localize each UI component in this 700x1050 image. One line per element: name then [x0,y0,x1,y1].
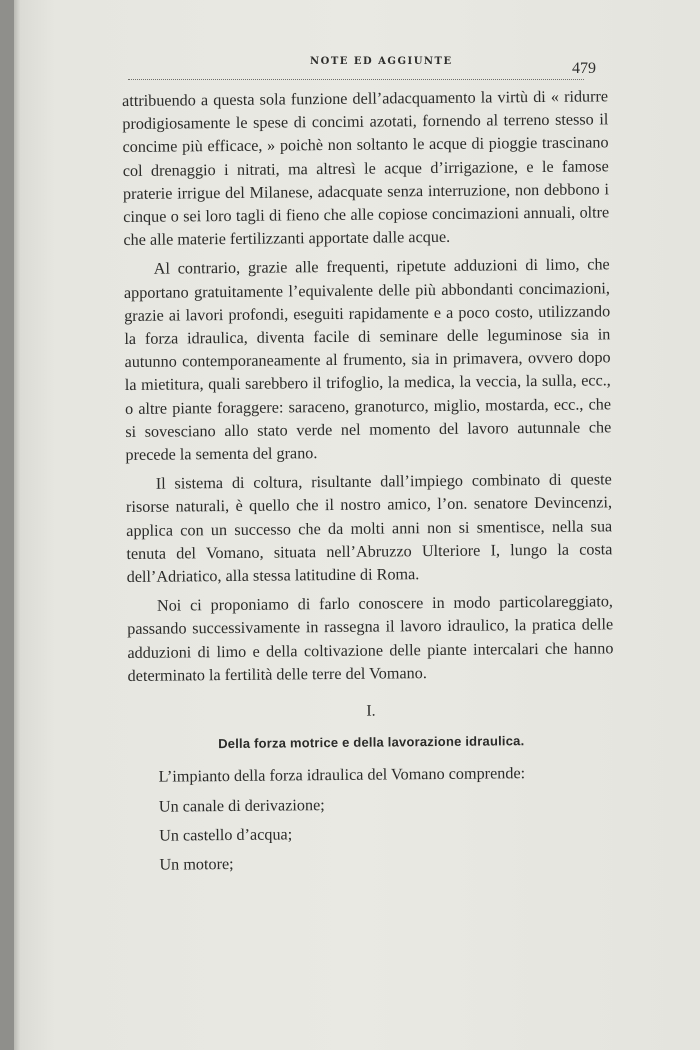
section-number: I. [366,702,376,720]
running-header: NOTE ED AGGIUNTE [310,56,453,67]
paragraph: Noi ci proponiamo di farlo conoscere in modo particolareggiato, passando successivamente in rassegna il lavoro idraulico, la pratica delle adduzioni di limo e della coltivazione delle piante intercalari che hanno determinato la fertilità delle terre del Vomano. [127,592,614,685]
section-heading: Della forza motrice e della lavorazione idraulica. [218,733,525,752]
paragraph: Al contrario, grazie alle frequenti, ripetute adduzioni di limo, che apportano gratuitamente l’equivalente delle più abbondanti concimazioni, grazie ai lavori profondi, eseguiti rapidamente e a poco costo, utilizzando la forza idraulica, diventa facile di seminare delle leguminose sia in autunno contemporaneamente al frumento, sia in primavera, ovvero dopo la mietitura, quali sarebbero il trifoglio, la medica, la veccia, la sulla, ecc., o altre piante foraggere: saraceno, granoturco, miglio, mostarda, ecc., che si sovesciano allo stato verde nel momento del lavoro autunnale che precede la sementa del grano. [123,255,612,465]
page-binding-edge [14,0,20,1050]
page-number: 479 [572,60,596,77]
header-rule [128,79,584,80]
list-item: Un motore; [159,855,234,874]
paragraph: Il sistema di coltura, risultante dall’impiego combinato di queste risorse naturali, è quello che il nostro amico, l’on. senatore Devincenzi, applica con un successo che da molti anni non si smentisce, nella sua tenuta del Vomano, situata nell’Abruzzo Ulteriore I, lungo la costa dell’Adriatico, alla stessa latitudine di Roma. [125,470,613,587]
book-page [14,0,700,1050]
list-item: Un canale di derivazione; [158,795,325,816]
list-item: Un castello d’acqua; [159,825,293,845]
body-text [122,85,616,883]
paragraph: attribuendo a questa sola funzione dell’adacquamento la virtù di « ridurre prodigiosamente le spese di concimi azotati, fornendo al terreno stesso il concime più efficace, » poichè non soltanto le acque di pioggie trascinano col drenaggio i nitrati, ma altresì le acque d’irrigazione, e le famose praterie irrigue del Milanese, adacquate senza interruzione, non debbono i cinque o sei loro tagli di fieno che alle copiose concimazioni annuali, oltre che alle materie fertilizzanti apportate dalle acque. [122,87,610,250]
list-intro: L’impianto della forza idraulica del Vomano comprende: [158,764,526,787]
